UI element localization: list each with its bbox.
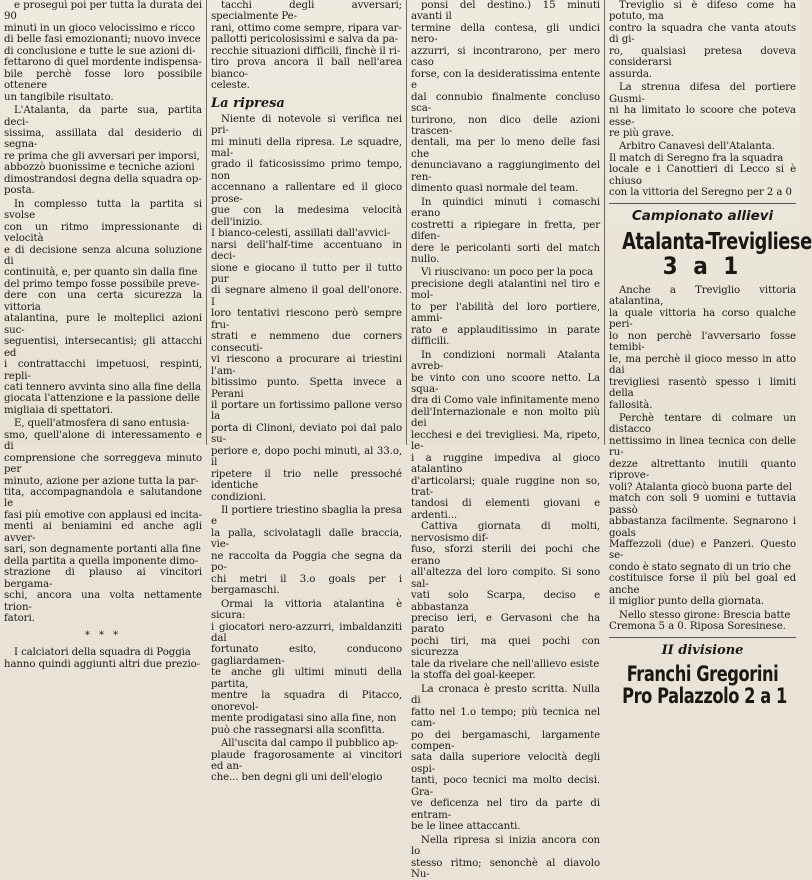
text-line: minuti in un gioco velocissimo e ricco bbox=[4, 22, 196, 34]
text-line: atalantina, pure le molteplici azioni suc- bbox=[4, 313, 202, 336]
paragraph bbox=[211, 505, 402, 597]
text-line: tale da rivelare che nell'allievo esiste bbox=[411, 658, 600, 670]
text-line: fortunato esito, conducono gagliardamen- bbox=[211, 644, 402, 667]
text-line: i giocatori nero-azzurri, imbaldanziti dal bbox=[211, 621, 402, 645]
text-line: bitissimo punto. Spetta invece a Perani bbox=[211, 377, 402, 400]
text-line: lecchesi e dei trevigliesi. Ma, ripeto, le- bbox=[411, 429, 600, 453]
text-line: tacchi degli avversari; specialmente Pe- bbox=[211, 0, 402, 23]
text-line: All'uscita dal campo il pubblico ap- bbox=[221, 738, 399, 750]
text-line: rato e applauditissimo in parate difficili. bbox=[411, 324, 600, 348]
paragraph bbox=[411, 0, 600, 195]
text-line: tita, accompagnandola e salutandone le bbox=[4, 487, 202, 510]
text-line: dra di Como vale infinitamente meno bbox=[411, 395, 600, 407]
text-line: schi, ancora una volta nettamente trion- bbox=[4, 590, 202, 613]
text-line: turirono, non dico delle azioni trascen- bbox=[411, 114, 600, 137]
text-line: match con soli 9 uomini e tuttavia passò bbox=[609, 493, 796, 516]
text-line: po dei bergamaschi, largamente compen- bbox=[411, 729, 600, 752]
section-heading: II divisione bbox=[661, 642, 744, 658]
text-line: un tangibile risultato. bbox=[4, 91, 114, 103]
text-line: re prima che gli avversari per imporsi, bbox=[4, 150, 200, 162]
paragraph bbox=[609, 82, 796, 139]
text-line: condizioni. bbox=[211, 491, 266, 503]
text-line: pallotti pericolosissimi e salva da pa- bbox=[211, 34, 399, 46]
text-line: L'Atalanta, da parte sua, partita deci- bbox=[4, 105, 202, 128]
text-line: di segnare almeno il goal dell'onore. I bbox=[211, 285, 402, 308]
text-line: posta. bbox=[4, 185, 35, 197]
text-line: grado il faticosissimo primo tempo, non bbox=[211, 159, 402, 182]
text-line: Il match di Seregno fra la squadra bbox=[609, 152, 784, 164]
text-line: della partita a quella imponente dimo- bbox=[4, 555, 199, 567]
paragraph bbox=[411, 350, 600, 522]
text-line: fatto nel 1.o tempo; più tecnica nel cam- bbox=[411, 706, 600, 730]
text-line: Niente di notevole si verifica nei pri- bbox=[211, 113, 402, 137]
text-line: sata dalla superiore velocità degli ospi- bbox=[411, 752, 600, 775]
text-line: abbastanza facilmente. Segnarono i goals bbox=[609, 516, 796, 539]
text-line: la quale vittoria ha corso qualche peri- bbox=[609, 307, 796, 331]
text-line: costretti a ripiegare in fretta, per difen- bbox=[411, 219, 600, 243]
text-line: re più grave. bbox=[609, 127, 674, 139]
text-line: d'articolarsi; quale ruggine non so, trat- bbox=[411, 475, 600, 499]
text-line: di conclusione e tutte le sue azioni di- bbox=[4, 45, 196, 57]
text-line: preciso ieri, e Gervasoni che ha parato bbox=[411, 613, 600, 636]
text-line: e di decisione senza alcuna soluzione di bbox=[4, 244, 202, 267]
text-line: precisione degli atalantini nel tiro e mol- bbox=[411, 278, 600, 302]
text-line: sissima, assillata dal desiderio di segna- bbox=[4, 127, 202, 151]
text-line: lo non perchè l'avversario fosse temibi- bbox=[609, 330, 796, 354]
text-line: le, ma perchè il gioco messo in atto dai bbox=[609, 353, 796, 377]
text-line: che... ben degni gli uni dell'elogio bbox=[211, 772, 383, 784]
text-line: Cremona 5 a 0. Riposa Soresinese. bbox=[609, 621, 786, 633]
column-4 bbox=[605, 0, 812, 708]
paragraph bbox=[211, 738, 402, 784]
text-line: del primo tempo fosse possibile preve- bbox=[4, 278, 200, 290]
text-line: all'altezza del loro compito. Si sono sal- bbox=[411, 567, 600, 590]
text-line: accennano a rallentare ed il gioco prose- bbox=[211, 182, 402, 205]
text-line: hanno quindi aggiunti altri due prezio- bbox=[4, 658, 201, 670]
headline: Pro Palazzolo 2 a 1 bbox=[622, 683, 787, 708]
text-line: Nello stesso girone: Brescia batte bbox=[619, 609, 791, 621]
text-line: trevigliesi rasentò spesso i limiti della bbox=[609, 376, 796, 400]
paragraph bbox=[4, 647, 202, 670]
text-line: costituisce forse il più bel goal ed anche bbox=[609, 573, 796, 596]
column-3 bbox=[407, 0, 604, 880]
text-line: Nella ripresa si inizia ancora con lo bbox=[411, 834, 600, 858]
text-line: recchie situazioni difficili, finchè il ri- bbox=[211, 45, 401, 57]
text-line: la palla, scivolatagli dalle braccia, vie- bbox=[211, 527, 402, 551]
text-line: rani, ottimo come sempre, ripara var- bbox=[211, 22, 402, 34]
text-line: migliaia di spettatori. bbox=[4, 404, 113, 416]
paragraph bbox=[4, 199, 202, 417]
text-line: celeste. bbox=[211, 80, 250, 92]
section-separator: * * * bbox=[84, 630, 122, 642]
paragraph bbox=[411, 835, 600, 880]
divider bbox=[609, 203, 796, 204]
text-line: pochi tiri, ma quei pochi con sicurezza bbox=[411, 635, 600, 659]
divider bbox=[609, 637, 796, 638]
text-line: be le linee attaccanti. bbox=[411, 821, 521, 833]
text-line: seguentisi, intersecantisi; gli attacchi ed bbox=[4, 336, 202, 359]
paragraph bbox=[609, 610, 796, 633]
headline: Franchi Gregorini bbox=[626, 661, 779, 686]
text-line: mente prodigatasi sino alla fine, non bbox=[211, 713, 397, 725]
text-line: ro, qualsiasi pretesa doveva considerarsi bbox=[609, 45, 796, 69]
text-line: sione e giocano il tutto per il tutto pur bbox=[211, 262, 402, 285]
text-line: contro la squadra che vanta atouts di gi- bbox=[609, 22, 796, 46]
column-2 bbox=[207, 0, 406, 784]
text-line: cati tennero avvinta sino alla fine della bbox=[4, 381, 201, 393]
text-line: nettissimo in linea tecnica con delle ru- bbox=[609, 435, 796, 459]
text-line: sari, son degnamente portanti alla fine bbox=[4, 544, 201, 556]
text-line: stesso ritmo; senonchè al diavolo Nu- bbox=[411, 857, 600, 880]
paragraph bbox=[609, 285, 796, 411]
text-line: i contrattacchi impetuosi, respinti, repli- bbox=[4, 359, 202, 382]
headline: Atalanta-Trevigliese bbox=[622, 228, 812, 255]
text-line: gue con la medesima velocità dell'inizio. bbox=[211, 205, 402, 228]
text-line: Arbitro Canavesi dell'Atalanta. bbox=[619, 141, 775, 153]
paragraph bbox=[411, 267, 600, 347]
text-line: Treviglio si è difeso come ha potuto, ma bbox=[609, 0, 796, 23]
text-line: con un ritmo impressionante di velocità bbox=[4, 221, 202, 245]
text-line: di belle fasi emozionanti; nuovo invece bbox=[4, 34, 201, 46]
text-line: ne raccolta da Poggia che segna da po- bbox=[211, 550, 402, 574]
text-line: Vi riuscivano: un poco per la poca bbox=[421, 267, 594, 279]
text-line: con la vittoria del Seregno per 2 a 0 bbox=[609, 187, 792, 199]
text-line: mi minuti della ripresa. Le squadre, mal- bbox=[211, 136, 402, 159]
text-line: dimento quasi normale del team. bbox=[411, 183, 579, 195]
paragraph bbox=[609, 141, 796, 198]
text-line: dimostrandosi degna della squadra op- bbox=[4, 173, 202, 185]
paragraph bbox=[4, 0, 202, 103]
text-line: smo, quell'alone di interessamento e di bbox=[4, 429, 202, 453]
text-line: be vinto con uno scoore netto. La squa- bbox=[411, 372, 600, 395]
text-line: forse, con la desideratissima entente e bbox=[411, 68, 600, 92]
text-line: vati solo Scarpa, deciso e abbastanza bbox=[411, 590, 600, 613]
text-line: locale e i Canottieri di Lecco si è chiuso bbox=[609, 164, 796, 187]
text-line: menti ai beniamini ed anche agli avver- bbox=[4, 521, 202, 544]
text-line: ni ha limitato lo scoore che poteva esse- bbox=[609, 105, 796, 128]
headline-score: 3 a 1 bbox=[662, 251, 743, 280]
paragraph bbox=[411, 684, 600, 833]
text-line: In complesso tutta la partita si svolse bbox=[4, 198, 202, 222]
text-line: Cattiva giornata di molti, nervosismo dif- bbox=[411, 521, 600, 544]
text-line: continuità, e, per quanto sin dalla fine bbox=[4, 267, 198, 279]
text-line: Ormai la vittoria atalantina è sicura: bbox=[211, 598, 402, 622]
text-line: Il portiere triestino sbaglia la presa e bbox=[211, 505, 402, 528]
text-line: la stoffa del goal-keeper. bbox=[411, 670, 536, 682]
text-line: dere con una certa sicurezza la vittoria bbox=[4, 290, 202, 313]
text-line: periore e, dopo pochi minuti, al 33.o, il bbox=[211, 445, 402, 469]
text-line: dentali, ma per lo meno delle fasi che bbox=[411, 137, 600, 160]
text-line: voli? Atalanta giocò buona parte del bbox=[609, 481, 792, 493]
text-line: Anche a Treviglio vittoria atalantina, bbox=[609, 285, 796, 308]
text-line: dere le pericolanti sorti del match nullo. bbox=[411, 242, 600, 265]
text-line: fuso, sforzi sterili dei pochi che erano bbox=[411, 544, 600, 567]
text-line: tandosi di elementi giovani e ardenti... bbox=[411, 498, 600, 521]
column-1 bbox=[0, 0, 206, 670]
paragraph bbox=[411, 197, 600, 266]
text-line: i a ruggine impediva al gioco atalantino bbox=[411, 452, 600, 476]
text-line: fasi più emotive con applausi ed incita- bbox=[4, 509, 202, 521]
paragraph bbox=[211, 0, 402, 92]
text-line: ripetere il trio nelle pressoché identiche bbox=[211, 468, 402, 492]
text-line: Perchè tentare di colmare un distacco bbox=[609, 413, 796, 436]
paragraph bbox=[609, 0, 796, 80]
text-line: La cronaca è presto scritta. Nulla di bbox=[411, 683, 600, 707]
text-line: denunciavano a raggiungimento del ren- bbox=[411, 160, 600, 183]
text-line: comprensione che sorreggeva minuto per bbox=[4, 452, 202, 476]
text-line: termine della contesa, gli undici nero- bbox=[411, 22, 600, 46]
text-line: mentre la squadra di Pitacco, onorevol- bbox=[211, 690, 402, 713]
text-line: E, quell'atmosfera di sano entusia- bbox=[14, 418, 190, 430]
paragraph bbox=[211, 599, 402, 736]
text-line: fettarono di quel mordente indispensa- bbox=[4, 57, 202, 69]
text-line: vi riescono a procurare ai triestini l'am- bbox=[211, 354, 402, 377]
paragraph bbox=[211, 114, 402, 503]
text-line: strazione di plauso ai vincitori bergama- bbox=[4, 567, 202, 590]
section-heading: La ripresa bbox=[211, 95, 285, 111]
text-line: fallosità. bbox=[609, 399, 653, 411]
text-line: chi metri il 3.o goals per i bergamaschi. bbox=[211, 573, 402, 597]
text-line: dezze altrettanto inutili quanto riprove- bbox=[609, 458, 796, 482]
text-line: I bianco-celesti, assillati dall'avvici- bbox=[211, 228, 391, 240]
paragraph bbox=[4, 418, 202, 624]
text-line: il miglior punto della giornata. bbox=[609, 596, 765, 608]
text-line: ve deficenza nel tiro da parte di entram- bbox=[411, 798, 600, 821]
text-line: assurda. bbox=[609, 68, 652, 80]
text-line: giocata l'attenzione e la passione delle bbox=[4, 393, 200, 405]
text-line: In quindici minuti i comaschi erano bbox=[411, 196, 600, 220]
text-line: fatori. bbox=[4, 613, 35, 625]
text-line: to per l'abilità del loro portiere, ammi- bbox=[411, 301, 600, 325]
text-line: te anche gli ultimi minuti della partita, bbox=[211, 667, 402, 690]
text-line: ponsi del destino.) 15 minuti avanti il bbox=[411, 0, 600, 23]
paragraph bbox=[609, 413, 796, 608]
text-line: il portare un fortissimo pallone verso la bbox=[211, 399, 402, 423]
text-line: plaude fragorosamente ai vincitori ed an- bbox=[211, 749, 402, 772]
text-line: bile perchè fosse loro possibile ottenere bbox=[4, 68, 202, 92]
text-line: tiro prova ancora il ball nell'area bianco- bbox=[211, 57, 402, 80]
text-line: azzurri, si incontrarono, per mero caso bbox=[411, 45, 600, 69]
text-line: porta di Clinoni, deviato poi dal palo su- bbox=[211, 422, 402, 446]
text-line: La strenua difesa del portiere Gusmi- bbox=[609, 82, 796, 105]
text-line: abbozzò buonissime e tecniche azioni bbox=[4, 162, 195, 174]
text-line: e proseguì poi per tutta la durata dei 90 bbox=[4, 0, 202, 23]
text-line: I calciatori della squadra di Poggia bbox=[14, 647, 191, 659]
text-line: narsi dell'half-time accentuano in deci- bbox=[211, 239, 402, 263]
text-line: In condizioni normali Atalanta avreb- bbox=[411, 349, 600, 373]
text-line: loro tentativi riescono però sempre fru- bbox=[211, 308, 402, 331]
text-line: strati e nemmeno due corners consecuti- bbox=[211, 331, 402, 354]
text-line: Maffezzoli (due) e Panzeri. Questo se- bbox=[609, 539, 796, 562]
text-line: può che rassegnarsi alla sconfitta. bbox=[211, 724, 385, 736]
text-line: dell'Internazionale e non molto più dei bbox=[411, 406, 600, 430]
text-line: minuto, azione per azione tutta la par- bbox=[4, 475, 199, 487]
paragraph bbox=[411, 521, 600, 681]
section-heading: Campionato allievi bbox=[631, 207, 774, 224]
text-line: tanti, poco tecnici ma molto decisi. Gra- bbox=[411, 775, 600, 798]
text-line: dal connubio finalmente concluso sca- bbox=[411, 91, 600, 115]
paragraph bbox=[4, 105, 202, 197]
text-line: condo è stato segnato di un trio che bbox=[609, 561, 791, 573]
